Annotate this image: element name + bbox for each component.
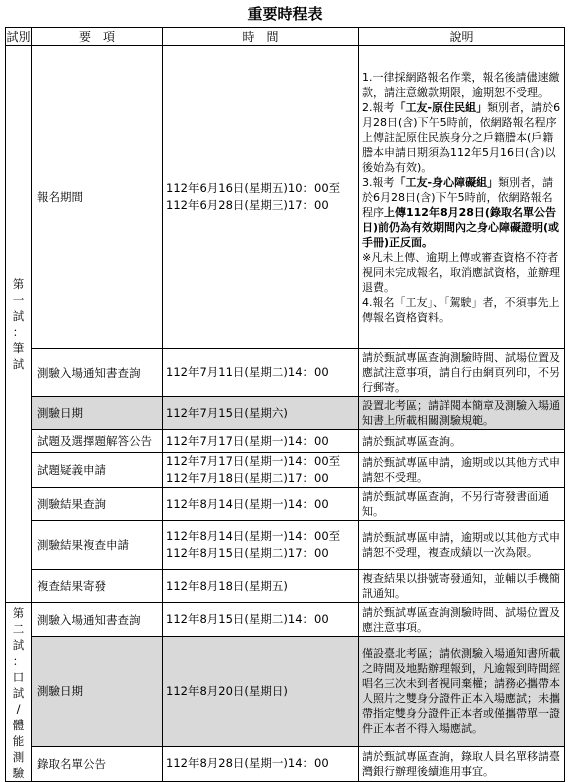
time-cell: 112年8月18日(星期五): [163, 570, 359, 603]
item-cell: 測驗結果查詢: [32, 488, 163, 521]
notes-cell: 1.一律採網路報名作業，報名後請儘速繳款，請注意繳款期限，逾期恕不受理。 2.報考「工友-原住民組」類別者，請於6月28日(含)下午5時前，依網路報名程序上傳註記原住民族身分之戶籍謄本(戶籍謄本申請日期須為112年5月16日(含)以後始為有效)。 3.報考「工友-身心障礙組」類別者，請於6月28日(含)下午5時前，依網路報名程序上傳112年8月28日(錄取名單公告日)前仍為有效期間內之身心障礙證明(或手冊)正反面。 ※凡未上傳、逾期上傳或審查資格不符者視同未完成報名，取消應試資格，並辦理退費。 4.報名「工友」、「駕駛」者，不須事先上傳報名資格資料。: [359, 46, 565, 349]
item-cell: 測驗入場通知書查詢: [32, 349, 163, 397]
time-cell: 112年8月28日(星期一)14：00: [163, 746, 359, 781]
time-cell: 112年8月20日(星期日): [163, 637, 359, 747]
table-row: [6, 453, 565, 488]
notes-cell: 請於甄試專區查詢測驗時間、試場位置及應注意事項。: [359, 603, 565, 637]
section2-label: 第 二 試 ： 口 試 / 體 能 測 驗: [6, 603, 32, 782]
time-cell: 112年7月15日(星期六): [163, 397, 359, 430]
header-item: 要 項: [32, 28, 163, 46]
time-cell: 112年8月14日(星期一)14：00: [163, 488, 359, 521]
time-cell: 112年7月17日(星期一)14：00: [163, 430, 359, 453]
notes-cell: 請於甄試專區查詢。: [359, 430, 565, 453]
time-cell: 112年8月14日(星期一)14：00至 112年8月15日(星期二)17：00: [163, 521, 359, 570]
table-row: [6, 637, 565, 747]
notes-cell: 請於甄試專區查詢，錄取人員名單移請臺灣銀行辦理後續進用事宜。: [359, 746, 565, 781]
notes-cell: 請於甄試專區查詢測驗時間、試場位置及應試注意事項，請自行由網頁列印，不另行郵寄。: [359, 349, 565, 397]
item-cell: 測驗入場通知書查詢: [32, 603, 163, 637]
table-row: [6, 603, 565, 637]
time-cell: 112年6月16日(星期五)10：00至 112年6月28日(星期三)17：00: [163, 46, 359, 349]
notes-cell: 請於甄試專區申請，逾期或以其他方式申請恕不受理，複查成績以一次為限。: [359, 521, 565, 570]
page-title: 重要時程表: [247, 5, 323, 23]
table-row: [6, 570, 565, 603]
schedule-table: [5, 27, 565, 782]
item-cell: 試題疑義申請: [32, 453, 163, 488]
item-cell: 測驗日期: [32, 397, 163, 430]
header-exam-type: 試別: [6, 28, 32, 46]
notes-cell: 請於甄試專區查詢，不另行寄發書面通知。: [359, 488, 565, 521]
table-row: [6, 746, 565, 781]
notes-cell: 複查結果以掛號寄發通知，並輔以手機簡訊通知。: [359, 570, 565, 603]
notes-cell: 設置北考區；請詳閱本簡章及測驗入場通知書上所載相關測驗規範。: [359, 397, 565, 430]
notes-cell: 僅設臺北考區；請依測驗入場通知書所載之時間及地點辦理報到，凡逾報到時間經唱名三次未到者視同棄權；請務必攜帶本人照片之雙身分證件正本入場應試；未攜帶指定雙身分證件正本者或僅攜帶單一證件正本者不得入場應試。: [359, 637, 565, 747]
section1-label: 第 一 試 ： 筆 試: [6, 46, 32, 603]
table-header-row: [6, 28, 565, 46]
table-row: [6, 488, 565, 521]
table-row: [6, 430, 565, 453]
time-cell: 112年7月17日(星期一)14：00至 112年7月18日(星期二)17：00: [163, 453, 359, 488]
notes-cell: 請於甄試專區申請，逾期或以其他方式申請恕不受理。: [359, 453, 565, 488]
table-row: [6, 46, 565, 349]
item-cell: 報名期間: [32, 46, 163, 349]
header-time: 時 間: [163, 28, 359, 46]
time-cell: 112年8月15日(星期二)14：00: [163, 603, 359, 637]
item-cell: 測驗結果複查申請: [32, 521, 163, 570]
header-notes: 說明: [359, 28, 565, 46]
table-row: [6, 521, 565, 570]
item-cell: 試題及選擇題解答公告: [32, 430, 163, 453]
item-cell: 測驗日期: [32, 637, 163, 747]
table-row: [6, 349, 565, 397]
time-cell: 112年7月11日(星期二)14：00: [163, 349, 359, 397]
table-row: [6, 397, 565, 430]
item-cell: 錄取名單公告: [32, 746, 163, 781]
item-cell: 複查結果寄發: [32, 570, 163, 603]
